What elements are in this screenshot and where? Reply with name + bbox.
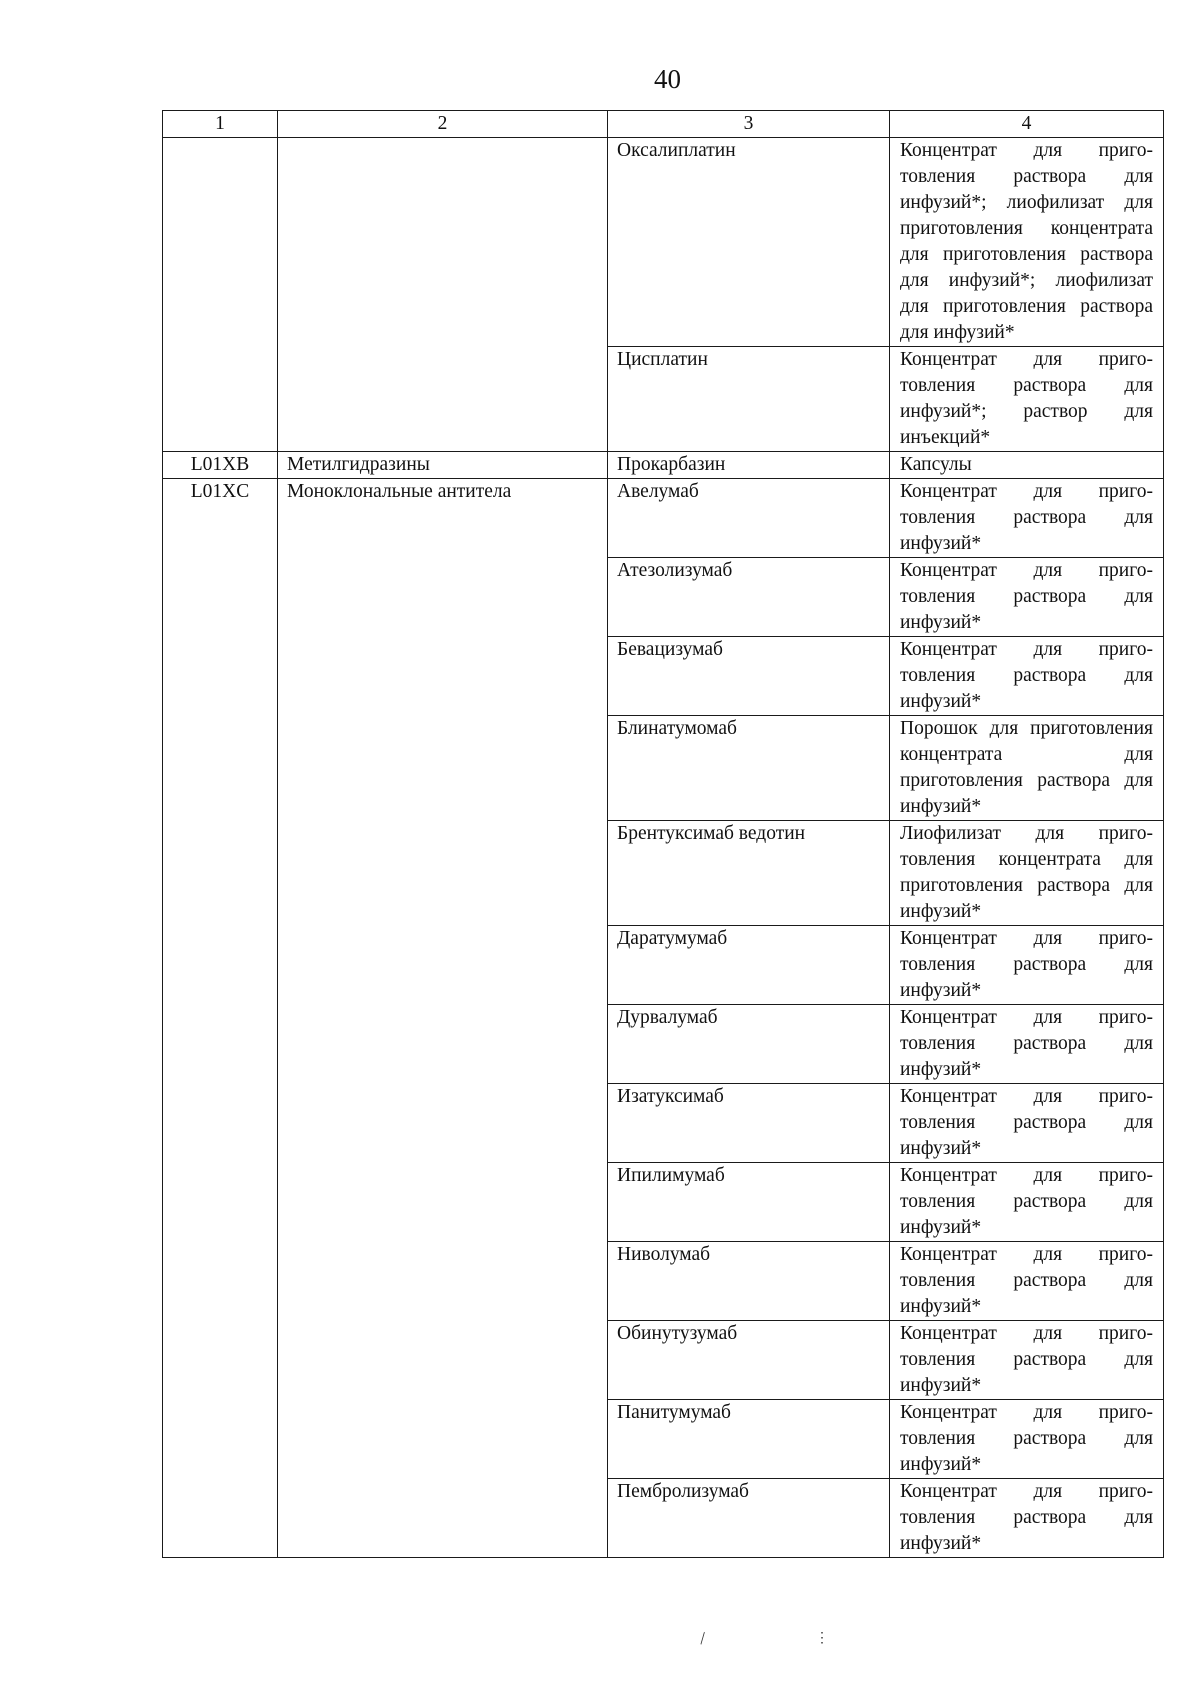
group-name-cell: Моноклональные антитела [278, 479, 608, 1558]
table-row [163, 138, 1164, 347]
drug-name-cell: Атезолизумаб [608, 558, 890, 637]
drug-name-cell: Дурвалумаб [608, 1005, 890, 1084]
drug-name-cell: Ниволумаб [608, 1242, 890, 1321]
drug-name-cell: Цисплатин [608, 347, 890, 452]
drug-table [162, 110, 1164, 1558]
dosage-form-cell: Концентрат для приготовления раствора для инфузий*; лиофилизат для приготовления концентрата для приготовления раствора для инфузий*; лиофилизат для приготовления раствора для инфузий* [890, 138, 1164, 347]
dosage-form-cell: Концентрат для приготовления раствора для инфузий* [890, 1242, 1164, 1321]
drug-name-cell: Авелумаб [608, 479, 890, 558]
group-name-cell [278, 138, 608, 452]
scan-speck-mark: \ [695, 1628, 711, 1648]
drug-name-cell: Прокарбазин [608, 452, 890, 479]
drug-name-cell: Обинутузумаб [608, 1321, 890, 1400]
drug-name-cell: Оксалиплатин [608, 138, 890, 347]
drug-name-cell: Даратумумаб [608, 926, 890, 1005]
dosage-form-cell: Концентрат для приготовления раствора для инфузий*; раствор для инъекций* [890, 347, 1164, 452]
dosage-form-cell: Концентрат для приготовления раствора для инфузий* [890, 1321, 1164, 1400]
atc-code-cell: L01XB [163, 452, 278, 479]
drug-name-cell: Пембролизумаб [608, 1479, 890, 1558]
dosage-form-cell: Порошок для приготовления концентрата для приготовления раствора для инфузий* [890, 716, 1164, 821]
drug-name-cell: Панитумумаб [608, 1400, 890, 1479]
dosage-form-cell: Концентрат для приготовления раствора для инфузий* [890, 1479, 1164, 1558]
atc-code-cell [163, 138, 278, 452]
dosage-form-cell: Концентрат для приготовления раствора для инфузий* [890, 926, 1164, 1005]
column-number-1: 1 [163, 111, 278, 138]
dosage-form-cell: Концентрат для приготовления раствора для инфузий* [890, 1163, 1164, 1242]
dosage-form-cell: Концентрат для приготовления раствора для инфузий* [890, 1005, 1164, 1084]
scan-speck-mark: ⋮ [815, 1631, 829, 1646]
drug-name-cell: Бевацизумаб [608, 637, 890, 716]
dosage-form-cell: Капсулы [890, 452, 1164, 479]
dosage-form-cell: Концентрат для приготовления раствора для инфузий* [890, 558, 1164, 637]
table-row [163, 479, 1164, 558]
column-number-3: 3 [608, 111, 890, 138]
dosage-form-cell: Лиофилизат для приготовления концентрата для приготовления раствора для инфузий* [890, 821, 1164, 926]
atc-code-cell: L01XC [163, 479, 278, 1558]
drug-table-body [163, 111, 1164, 1558]
drug-name-cell: Ипилимумаб [608, 1163, 890, 1242]
column-number-2: 2 [278, 111, 608, 138]
dosage-form-cell: Концентрат для приготовления раствора для инфузий* [890, 637, 1164, 716]
column-number-4: 4 [890, 111, 1164, 138]
drug-name-cell: Изатуксимаб [608, 1084, 890, 1163]
column-number-row [163, 111, 1164, 138]
dosage-form-cell: Концентрат для приготовления раствора для инфузий* [890, 479, 1164, 558]
group-name-cell: Метилгидразины [278, 452, 608, 479]
table-row [163, 452, 1164, 479]
page-number: 40 [654, 64, 681, 94]
dosage-form-cell: Концентрат для приготовления раствора для инфузий* [890, 1400, 1164, 1479]
drug-name-cell: Блинатумомаб [608, 716, 890, 821]
dosage-form-cell: Концентрат для приготовления раствора для инфузий* [890, 1084, 1164, 1163]
drug-name-cell: Брентуксимаб ведотин [608, 821, 890, 926]
